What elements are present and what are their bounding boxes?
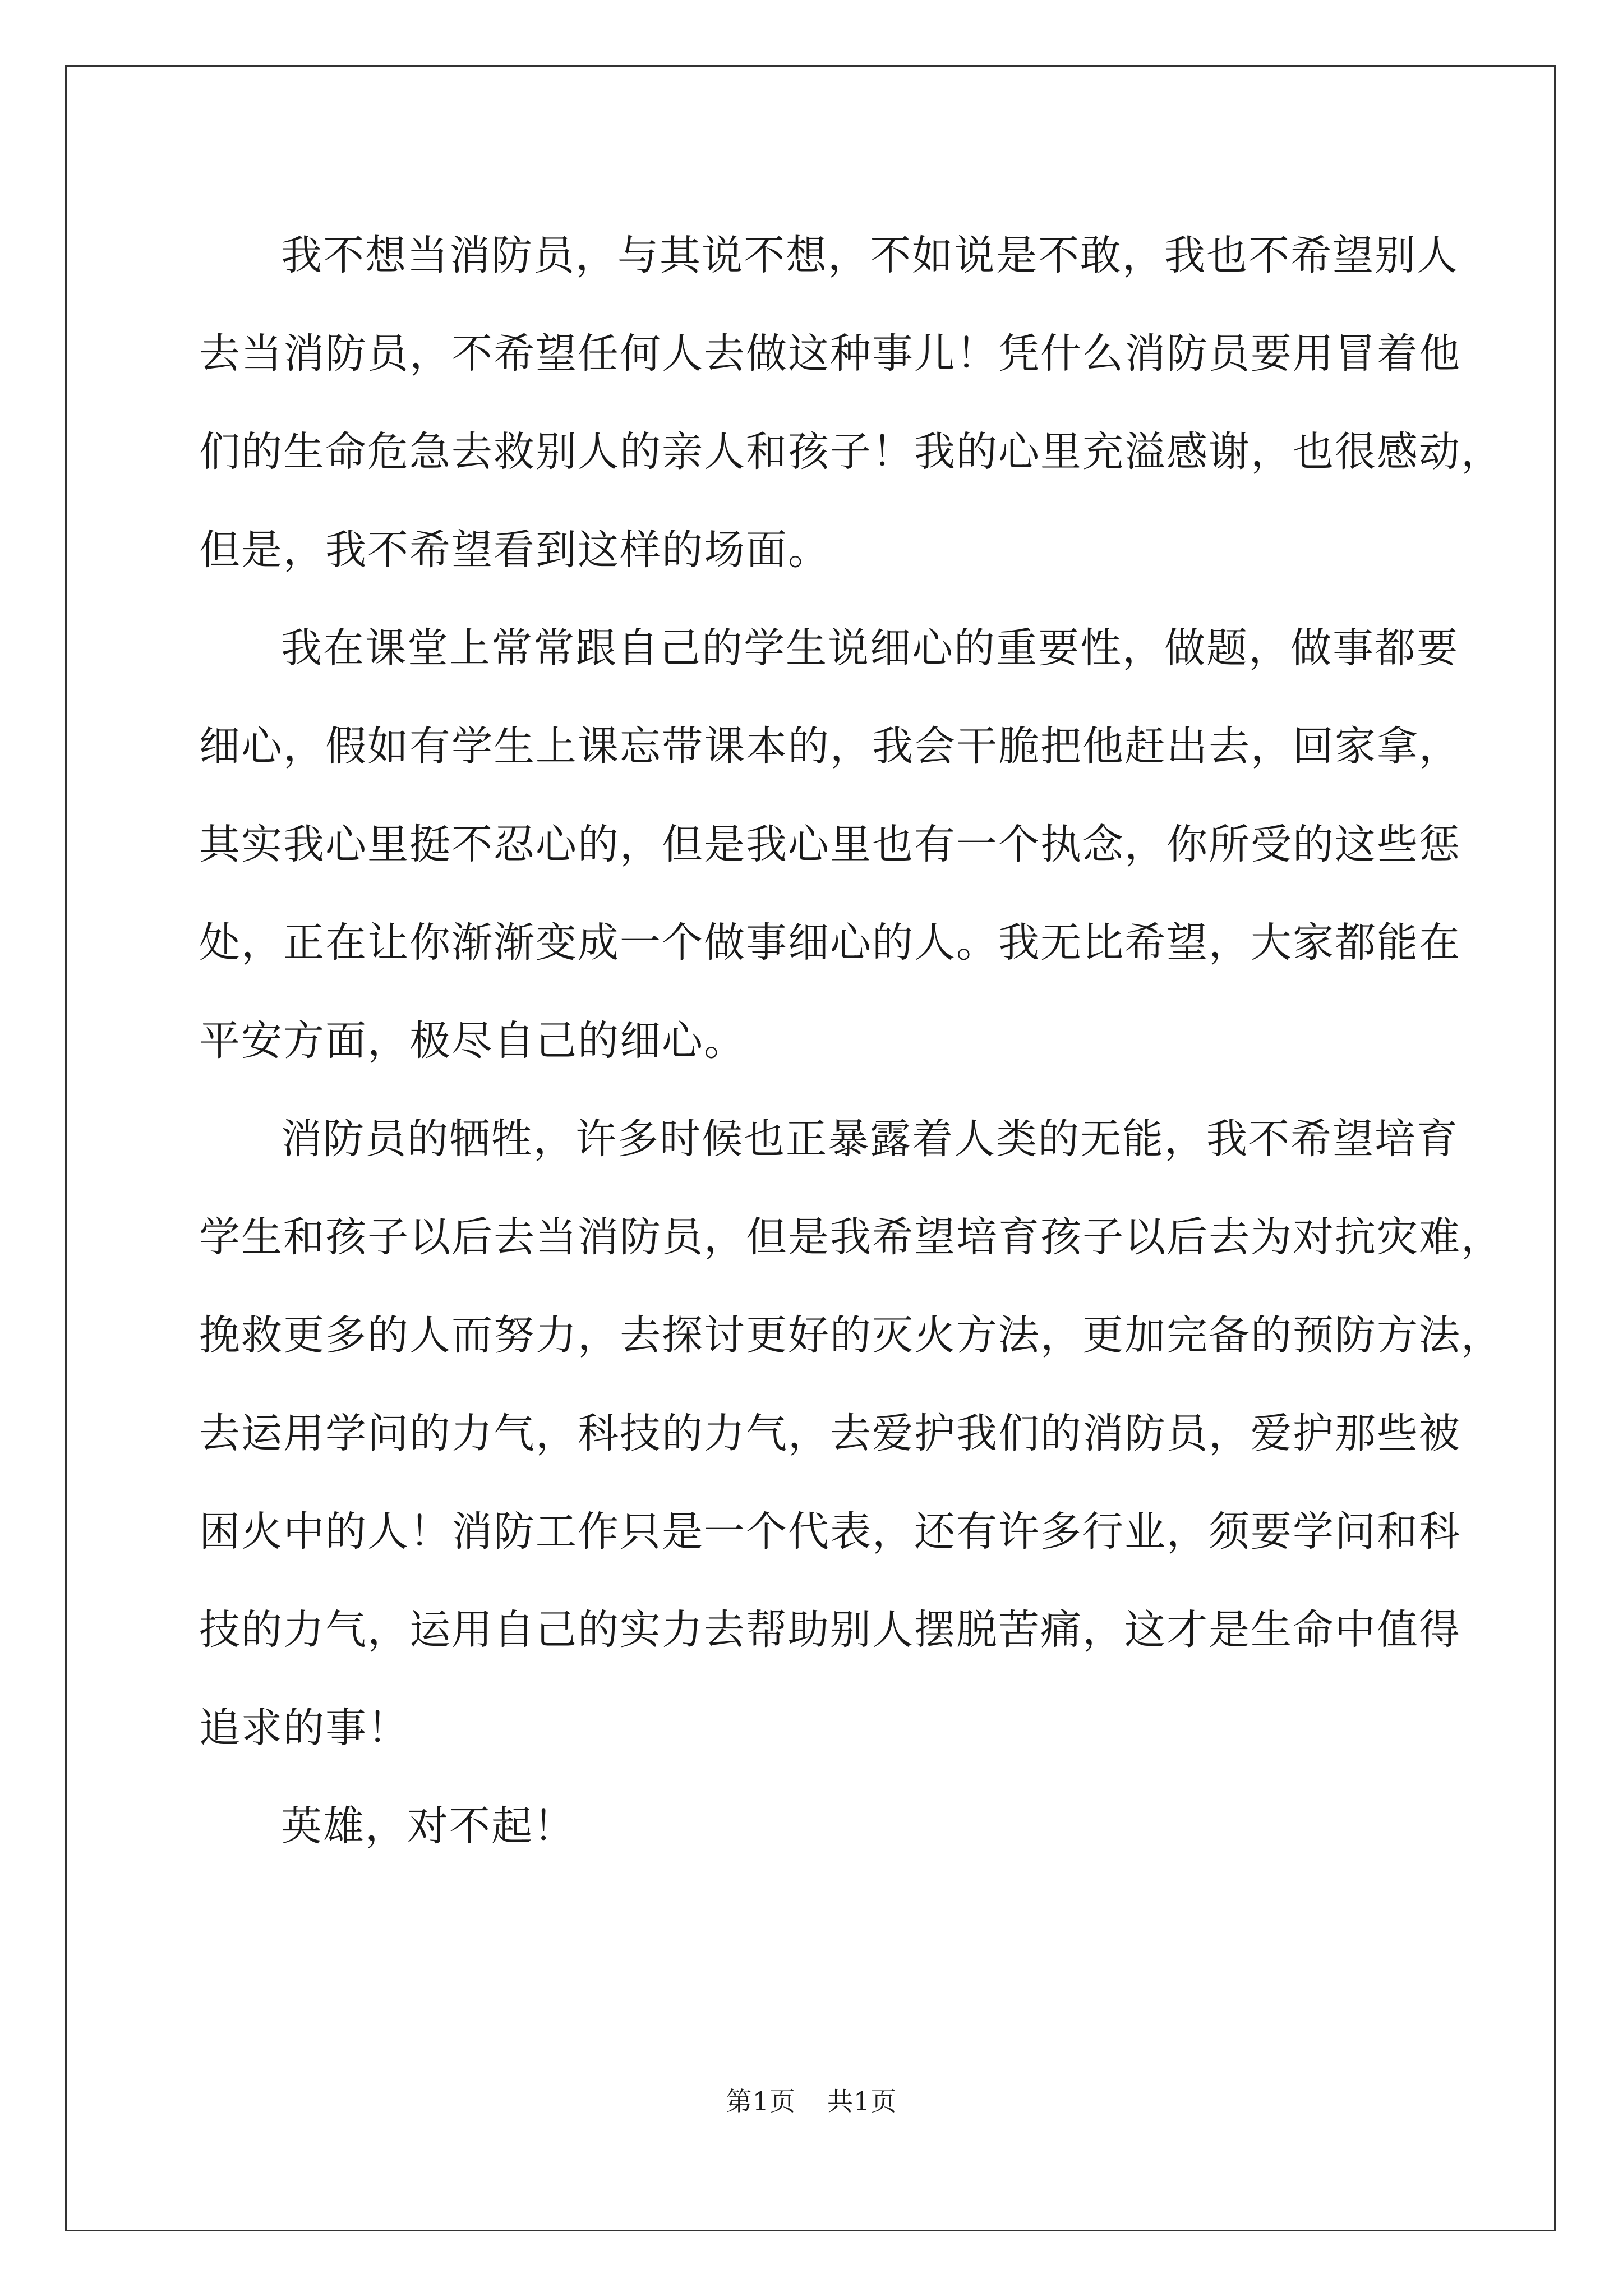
- paragraph-2-line-2: 细心，假如有学生上课忘带课本的，我会干脆把他赶出去，回家拿，: [199, 723, 1461, 770]
- paragraph-3-line-3: 挽救更多的人而努力，去探讨更好的灭火方法，更加完备的预防方法，: [199, 1312, 1503, 1359]
- paragraph-3-line-6: 技的力气，运用自己的实力去帮助别人摆脱苦痛，这才是生命中值得: [199, 1606, 1461, 1654]
- paragraph-2-line-1: 我在课堂上常常跟自己的学生说细心的重要性，做题，做事都要: [281, 624, 1459, 672]
- paragraph-1-line-2: 去当消防员，不希望任何人去做这种事儿！凭什么消防员要用冒着他: [199, 330, 1461, 378]
- document-body: [199, 206, 1503, 1875]
- paragraph-3-line-2: 学生和孩子以后去当消防员，但是我希望培育孩子以后去为对抗灾难，: [199, 1213, 1503, 1261]
- paragraph-2-line-3: 其实我心里挺不忍心的，但是我心里也有一个执念，你所受的这些惩: [199, 821, 1461, 868]
- page-footer: [0, 2081, 1623, 2118]
- paragraph-3-line-4: 去运用学问的力气，科技的力气，去爱护我们的消防员，爱护那些被: [199, 1410, 1461, 1457]
- paragraph-3-line-5: 困火中的人！消防工作只是一个代表，还有许多行业，须要学问和科: [199, 1508, 1461, 1556]
- page-number: 第1页: [726, 2086, 796, 2116]
- paragraph-1-line-1: 我不想当消防员，与其说不想，不如说是不敢，我也不希望别人: [281, 232, 1459, 279]
- paragraph-4-line-1: 英雄，对不起！: [281, 1802, 575, 1850]
- page-total: 共1页: [827, 2086, 897, 2116]
- paragraph-3-line-7: 追求的事！: [199, 1704, 409, 1752]
- paragraph-2-line-4: 处，正在让你渐渐变成一个做事细心的人。我无比希望，大家都能在: [199, 919, 1461, 967]
- paragraph-2-line-5: 平安方面，极尽自己的细心。: [199, 1017, 746, 1065]
- paragraph-1-line-3: 们的生命危急去救别人的亲人和孩子！我的心里充溢感谢，也很感动，: [199, 428, 1503, 476]
- paragraph-3-line-1: 消防员的牺牲，许多时候也正暴露着人类的无能，我不希望培育: [281, 1115, 1459, 1163]
- paragraph-1-line-4: 但是，我不希望看到这样的场面。: [199, 526, 830, 574]
